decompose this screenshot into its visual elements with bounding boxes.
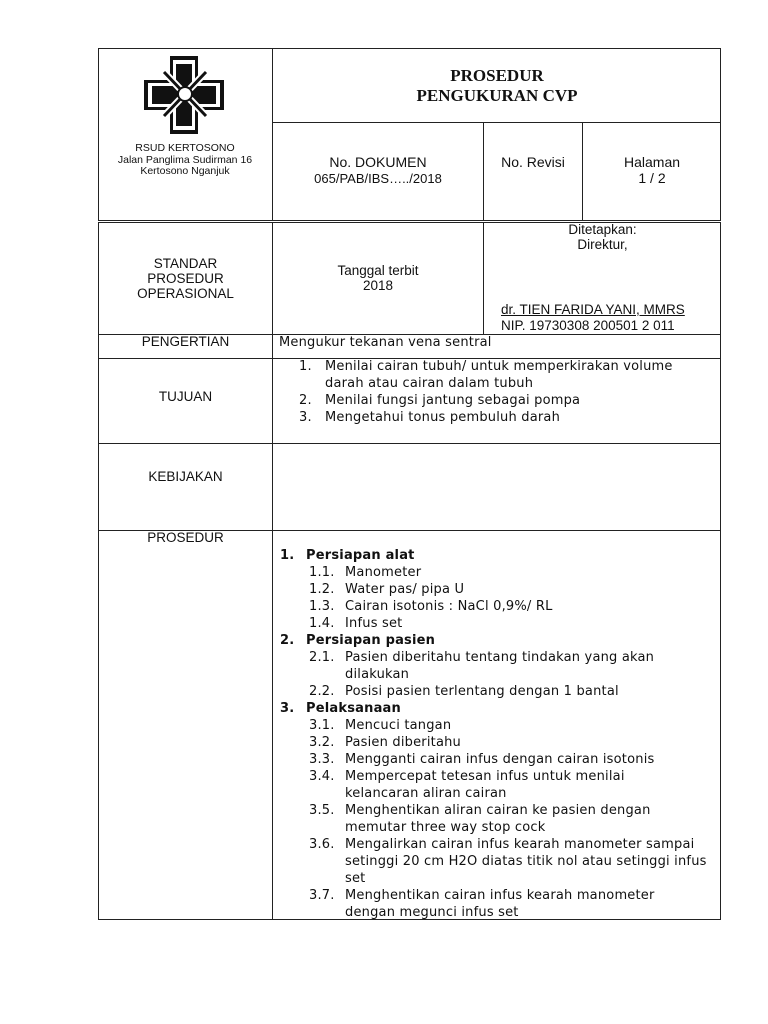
tujuan-item-1: [299, 358, 713, 392]
list-item: [309, 887, 713, 921]
section-3-list: [280, 717, 713, 921]
list-item-text: Mengganti cairan infus dengan cairan isotonis: [345, 752, 655, 767]
list-item-number: 3.1.: [309, 718, 335, 733]
pengertian-text: Mengukur tekanan vena sentral: [279, 335, 492, 350]
list-item: [309, 768, 713, 802]
list-item: [309, 598, 713, 615]
list-item-number: 3.7.: [309, 888, 335, 903]
list-item: [309, 564, 713, 581]
section-3-title: Pelaksanaan: [306, 701, 401, 716]
list-item-text: Pasien diberitahu tentang tindakan yang akan: [345, 650, 655, 665]
list-item: [309, 751, 713, 768]
body-divider-vertical: [272, 222, 273, 920]
section-2-number: 2.: [280, 633, 295, 648]
list-item-text: Cairan isotonis : NaCl 0,9%/ RL: [345, 599, 553, 614]
page-value: 1 / 2: [638, 170, 666, 186]
tujuan-item-3-text: Mengetahui tonus pembuluh darah: [325, 410, 561, 425]
tujuan-item-2: [299, 392, 580, 409]
doc-number-value: 065/PAB/IBS…../2018: [314, 171, 442, 186]
pengertian-label: PENGERTIAN: [141, 334, 230, 349]
list-item: [309, 717, 713, 734]
list-item-number: 1.1.: [309, 565, 335, 580]
list-item-text: Menghentikan cairan infus kearah manometer: [345, 888, 655, 903]
list-item-text: Menghentikan aliran cairan ke pasien dengan: [345, 803, 651, 818]
tujuan-item-1-number: 1.: [299, 359, 312, 374]
issue-date-year: 2018: [362, 278, 394, 293]
list-item: [309, 836, 713, 887]
kebijakan-label: KEBIJAKAN: [148, 469, 223, 484]
page-title-line1: PROSEDUR: [450, 66, 544, 85]
tujuan-item-1-text-cont: darah atau cairan dalam tubuh: [325, 376, 534, 391]
list-item: [309, 802, 713, 836]
list-item-text: Mempercepat tetesan infus untuk menilai: [345, 769, 625, 784]
section-1-number: 1.: [280, 548, 295, 563]
section-3-number: 3.: [280, 701, 295, 716]
list-item-number: 3.6.: [309, 837, 335, 852]
set-by-label: Ditetapkan:: [568, 222, 637, 237]
list-item-number: 2.1.: [309, 650, 335, 665]
doc-number-label: No. DOKUMEN: [329, 154, 427, 170]
section-pelaksanaan-heading: [280, 700, 713, 717]
list-item-text-cont: setinggi 20 cm H2O diatas titik nol atau setinggi infus: [345, 854, 707, 869]
tujuan-item-2-text: Menilai fungsi jantung sebagai pompa: [325, 393, 581, 408]
issue-date-label: Tanggal terbit: [337, 263, 419, 278]
list-item-number: 3.2.: [309, 735, 335, 750]
hospital-address-line2: Kertosono Nganjuk: [140, 165, 230, 177]
prosedur-label: PROSEDUR: [147, 530, 224, 545]
list-item-text: Posisi pasien terlentang dengan 1 bantal: [345, 684, 619, 699]
list-item-number: 2.2.: [309, 684, 335, 699]
section-persiapan-alat-heading: [280, 547, 713, 564]
tujuan-item-2-number: 2.: [299, 393, 312, 408]
list-item-text-cont: set: [345, 871, 366, 886]
list-item-text: Mengalirkan cairan infus kearah manometer sampai: [345, 837, 695, 852]
section-persiapan-pasien-heading: [280, 632, 713, 649]
list-item-number: 3.5.: [309, 803, 335, 818]
hospital-address-line1: Jalan Panglima Sudirman 16: [117, 154, 253, 166]
list-item-text: Manometer: [345, 565, 422, 580]
row-divider-tujuan: [98, 443, 721, 444]
tujuan-item-3-number: 3.: [299, 410, 312, 425]
sop-label-line1: STANDAR: [153, 256, 218, 271]
section-1-title: Persiapan alat: [306, 548, 415, 563]
tujuan-label: TUJUAN: [158, 389, 213, 404]
list-item: [309, 615, 713, 632]
list-item-text: Water pas/ pipa U: [345, 582, 465, 597]
revision-label: No. Revisi: [501, 154, 565, 170]
hospital-cross-logo-icon: [140, 52, 230, 138]
section-1-list: [280, 564, 713, 632]
list-item-number: 3.3.: [309, 752, 335, 767]
list-item-number: 1.3.: [309, 599, 335, 614]
director-label: Direktur,: [577, 237, 628, 252]
list-item-number: 3.4.: [309, 769, 335, 784]
list-item-text-justified: [345, 768, 713, 785]
list-item-text: Infus set: [345, 616, 403, 631]
tujuan-item-3: [299, 409, 560, 426]
section-2-title: Persiapan pasien: [306, 633, 436, 648]
list-item-text: Mencuci tangan: [345, 718, 452, 733]
signer-name: dr. TIEN FARIDA YANI, MMRS: [501, 302, 685, 317]
list-item-text-cont: dengan megunci infus set: [345, 905, 519, 920]
hospital-name: RSUD KERTOSONO: [135, 142, 235, 154]
sop-label-line3: OPERASIONAL: [137, 286, 234, 301]
header-divider-doc-rev: [483, 122, 484, 221]
section-2-list: [280, 649, 713, 700]
list-item-number: 1.2.: [309, 582, 335, 597]
list-item-text-cont: dilakukan: [345, 667, 410, 682]
list-item-number: 1.4.: [309, 616, 335, 631]
tujuan-item-1-text: Menilai cairan tubuh/ untuk memperkirakan volume: [325, 359, 673, 374]
page-label: Halaman: [623, 154, 681, 170]
list-item-text-cont: kelancaran aliran cairan: [345, 786, 507, 801]
page-title-line2: PENGUKURAN CVP: [416, 86, 578, 105]
list-item-text-cont: memutar three way stop cock: [345, 820, 546, 835]
list-item: [309, 581, 713, 598]
list-item-text: Pasien diberitahu: [345, 735, 461, 750]
list-item: [309, 683, 713, 700]
list-item: [309, 734, 713, 751]
signer-nip: NIP. 19730308 200501 2 011: [501, 318, 675, 333]
list-item: [309, 649, 713, 683]
header-divider-horizontal: [272, 122, 721, 123]
prosedur-steps: [280, 547, 713, 921]
sop-label-line2: PROSEDUR: [147, 271, 224, 286]
